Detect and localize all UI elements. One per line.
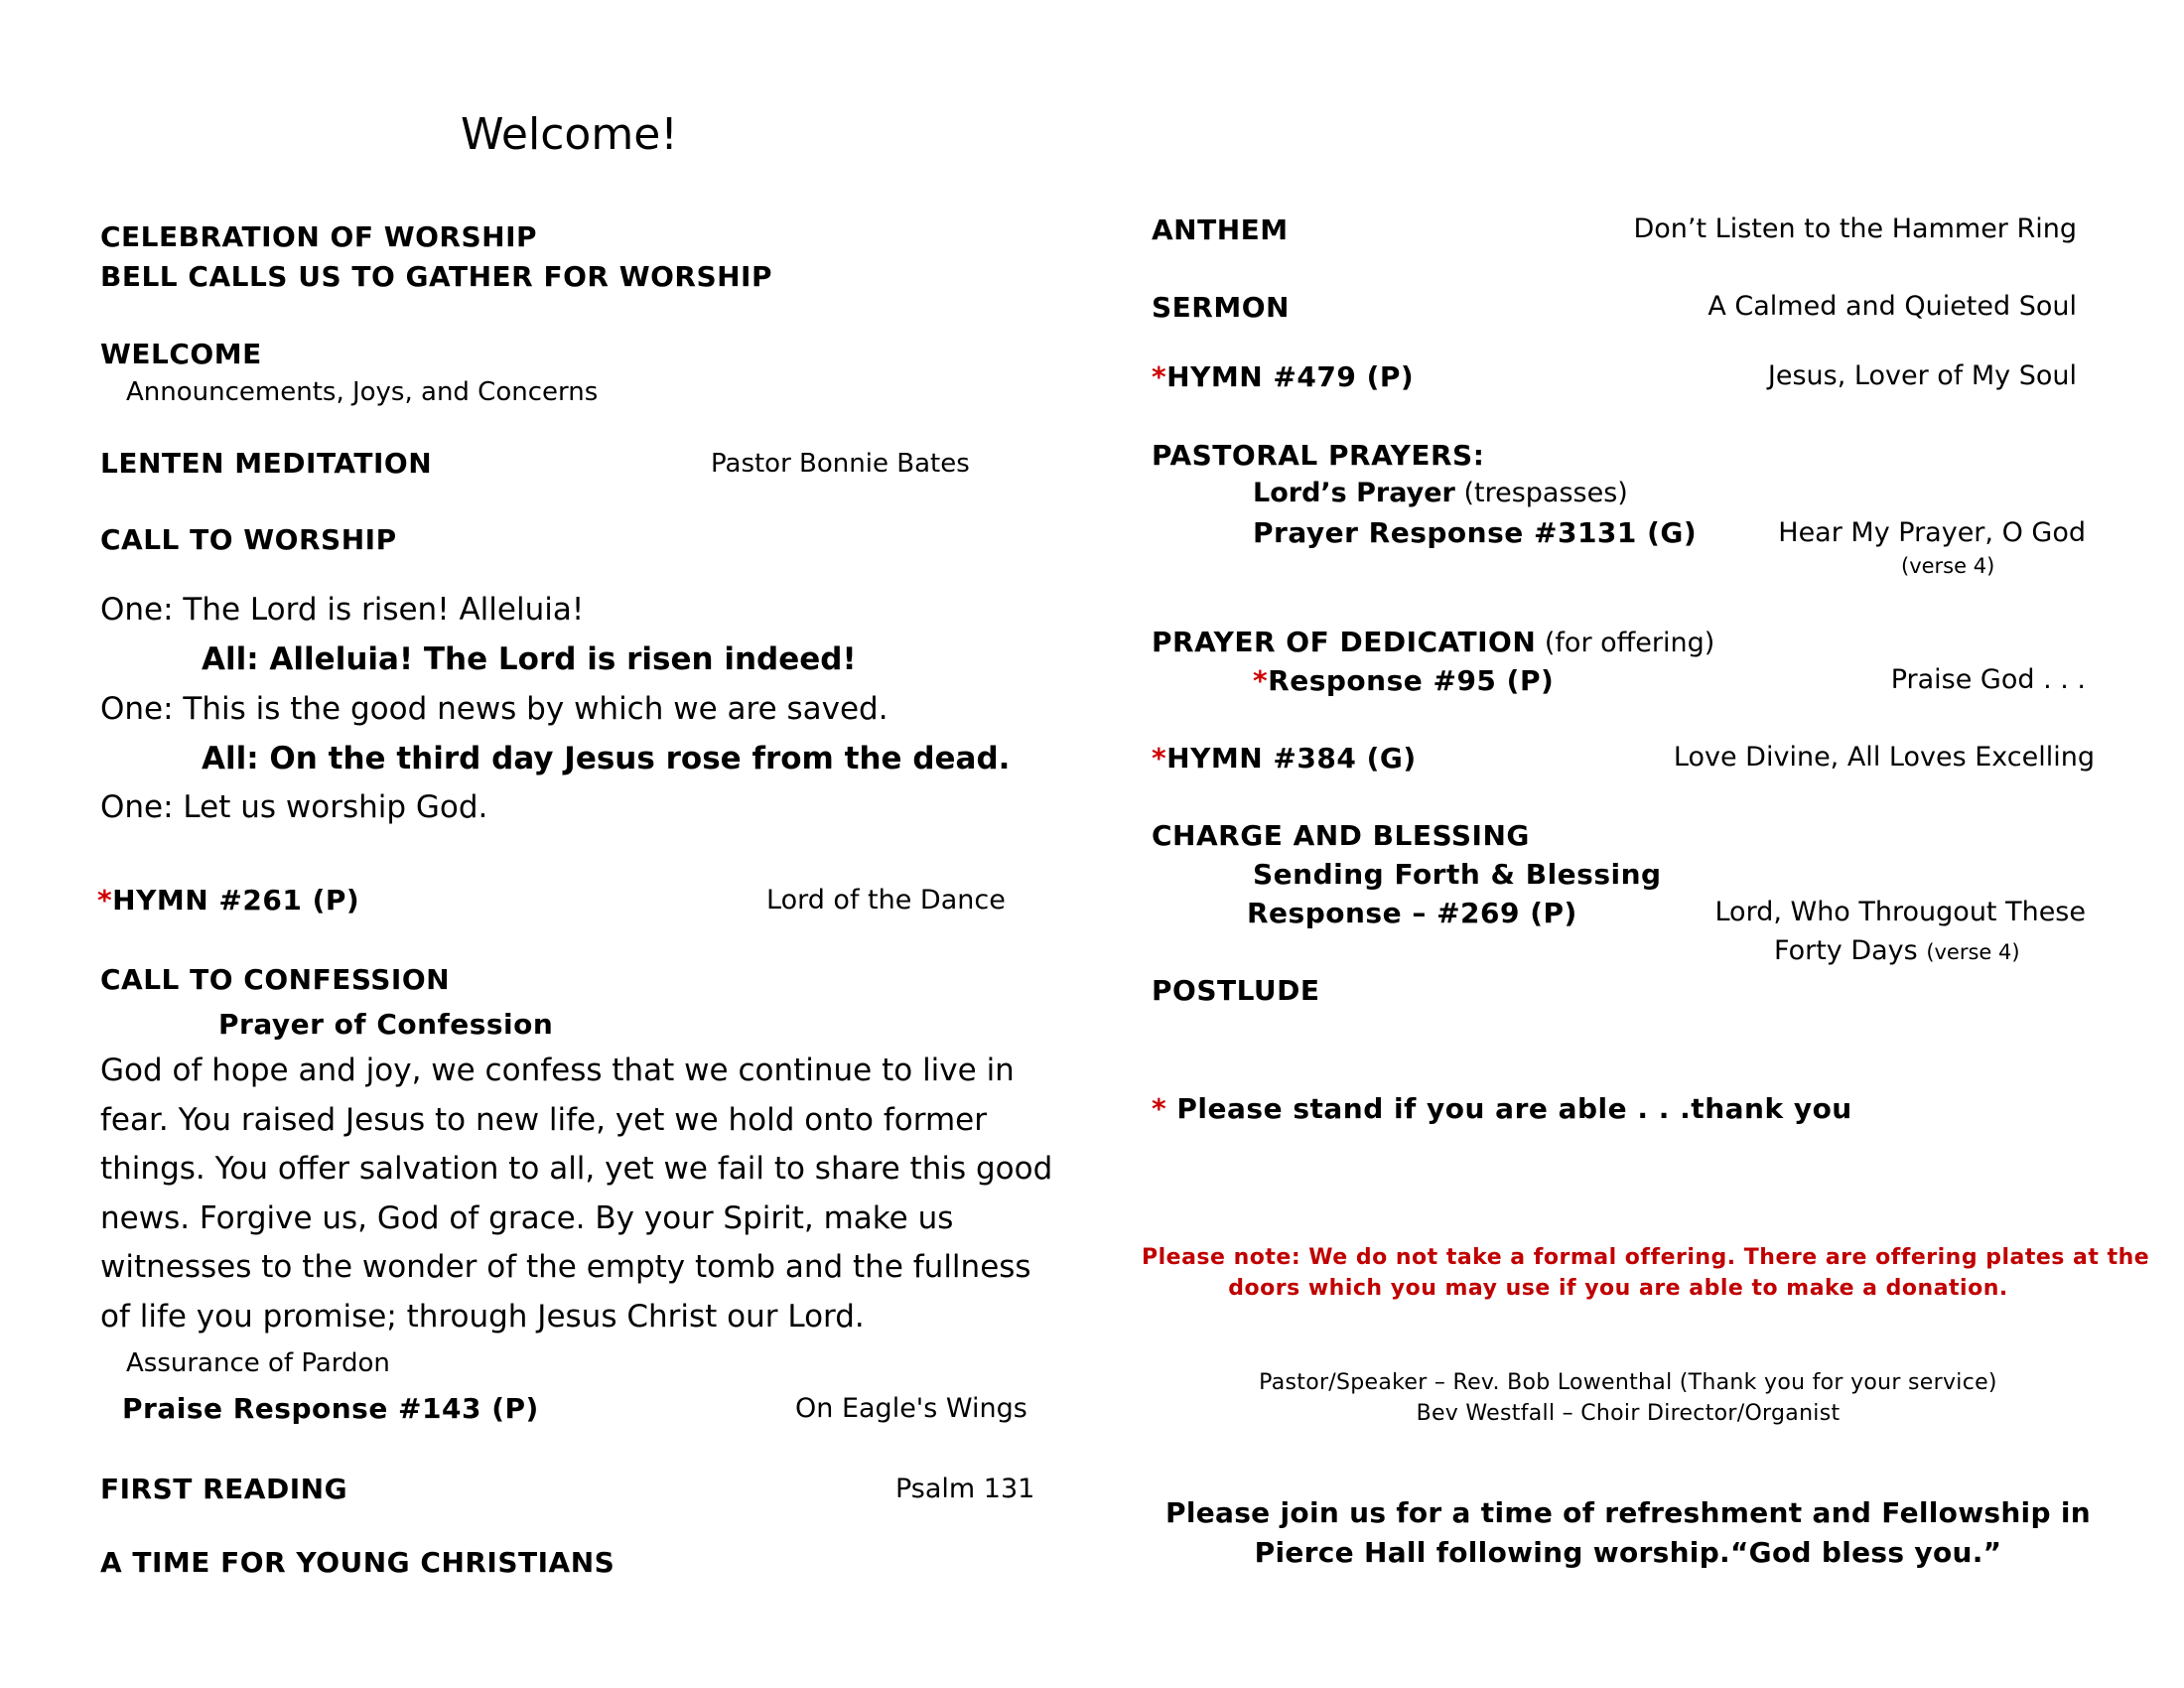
response-269-label: Response – #269 (P): [1247, 897, 1577, 929]
assurance-line: Assurance of Pardon: [126, 1348, 390, 1378]
hymn-384-title: Love Divine, All Loves Excelling: [1673, 742, 2095, 773]
stand-note-text: Please stand if you are able . . .thank you: [1176, 1092, 1852, 1125]
lords-prayer-label: Lord’s Prayer: [1253, 478, 1455, 508]
stand-asterisk: *: [1152, 360, 1167, 393]
page-title: Welcome!: [461, 109, 678, 160]
prayer-response-title: Hear My Prayer, O God: [1778, 517, 2086, 548]
dedication-label: PRAYER OF DEDICATION: [1152, 626, 1537, 658]
hymn-261-label: [97, 884, 359, 916]
praise-response-title: On Eagle's Wings: [795, 1393, 1027, 1424]
lords-prayer-line: [1253, 478, 1628, 508]
litany-line-1: One: The Lord is risen! Alleluia!: [100, 592, 585, 628]
stand-asterisk: *: [1152, 742, 1167, 774]
litany-line-2: All: Alleluia! The Lord is risen indeed!: [202, 641, 857, 677]
bell-heading: BELL CALLS US TO GATHER FOR WORSHIP: [100, 260, 772, 293]
stand-note: [1152, 1092, 1852, 1125]
fellowship-line-2: Pierce Hall following worship.“God bless you.”: [1254, 1536, 2002, 1569]
response-269-title-line1: Lord, Who Througout These: [1714, 897, 2086, 927]
lenten-meditation-label: LENTEN MEDITATION: [100, 447, 433, 480]
first-reading-value: Psalm 131: [895, 1474, 1035, 1504]
anthem-label: ANTHEM: [1152, 213, 1289, 246]
response-95-text: Response #95 (P): [1268, 664, 1555, 697]
dedication-line: [1152, 626, 1714, 658]
prayer-response-label: Prayer Response #3131 (G): [1253, 516, 1698, 549]
response-269-title-line2: [1774, 935, 2020, 966]
response-269-verse: (verse 4): [1926, 940, 2020, 964]
charge-heading: CHARGE AND BLESSING: [1152, 819, 1530, 852]
lenten-meditation-value: Pastor Bonnie Bates: [711, 449, 970, 479]
first-reading-label: FIRST READING: [100, 1473, 348, 1505]
response-269-title-text: Forty Days: [1774, 935, 1918, 966]
response-95-label: [1253, 664, 1554, 697]
hymn-384-text: HYMN #384 (G): [1166, 742, 1417, 774]
sending-forth-line: Sending Forth & Blessing: [1253, 858, 1662, 891]
offering-note-line-1: Please note: We do not take a formal offering. There are offering plates at the: [1142, 1245, 2150, 1270]
lords-prayer-note: (trespasses): [1463, 478, 1628, 508]
stand-asterisk: *: [97, 884, 113, 916]
offering-note-line-2: doors which you may use if you are able to make a donation.: [1228, 1276, 2008, 1301]
hymn-384-label: [1152, 742, 1417, 774]
anthem-title: Don’t Listen to the Hammer Ring: [1633, 213, 2077, 244]
prayer-response-verse: (verse 4): [1901, 554, 1995, 578]
credit-line-2: Bev Westfall – Choir Director/Organist: [1416, 1401, 1841, 1426]
call-to-confession-heading: CALL TO CONFESSION: [100, 963, 451, 996]
response-95-title: Praise God . . .: [1890, 664, 2086, 695]
litany-line-4: All: On the third day Jesus rose from the dead.: [202, 741, 1011, 776]
confession-paragraph: God of hope and joy, we confess that we continue to live in fear. You raised Jesus to new life, yet we hold onto former things. You offer salvation to all, yet we fail to share this good news. Forgive us, God of grace. By your Spirit, make us witnesses to the wonder of the empty tomb and the fullness of life you promise; through Jesus Christ our Lord.: [100, 1053, 1053, 1335]
hymn-479-label: [1152, 360, 1414, 393]
call-to-worship-heading: CALL TO WORSHIP: [100, 523, 397, 556]
hymn-479-text: HYMN #479 (P): [1166, 360, 1415, 393]
young-christians-heading: A TIME FOR YOUNG CHRISTIANS: [100, 1546, 615, 1579]
pastoral-prayers-heading: PASTORAL PRAYERS:: [1152, 439, 1485, 472]
dedication-note: (for offering): [1544, 628, 1715, 658]
welcome-heading: WELCOME: [100, 338, 262, 370]
credit-line-1: Pastor/Speaker – Rev. Bob Lowenthal (Thank you for your service): [1259, 1370, 1997, 1395]
postlude-heading: POSTLUDE: [1152, 974, 1320, 1007]
celebration-heading: CELEBRATION OF WORSHIP: [100, 220, 538, 253]
praise-response-label: Praise Response #143 (P): [122, 1392, 539, 1425]
prayer-of-confession-heading: Prayer of Confession: [218, 1008, 554, 1041]
fellowship-line-1: Please join us for a time of refreshment and Fellowship in: [1165, 1496, 2091, 1529]
litany-line-5: One: Let us worship God.: [100, 789, 488, 825]
sermon-label: SERMON: [1152, 291, 1290, 324]
hymn-261-title: Lord of the Dance: [766, 885, 1006, 915]
hymn-479-title: Jesus, Lover of My Soul: [1767, 360, 2077, 391]
sermon-title: A Calmed and Quieted Soul: [1707, 291, 2077, 322]
announcements-line: Announcements, Joys, and Concerns: [126, 377, 599, 407]
stand-asterisk: *: [1253, 664, 1269, 697]
litany-line-3: One: This is the good news by which we are saved.: [100, 691, 888, 727]
stand-asterisk: *: [1152, 1092, 1167, 1125]
hymn-261-text: HYMN #261 (P): [112, 884, 360, 916]
